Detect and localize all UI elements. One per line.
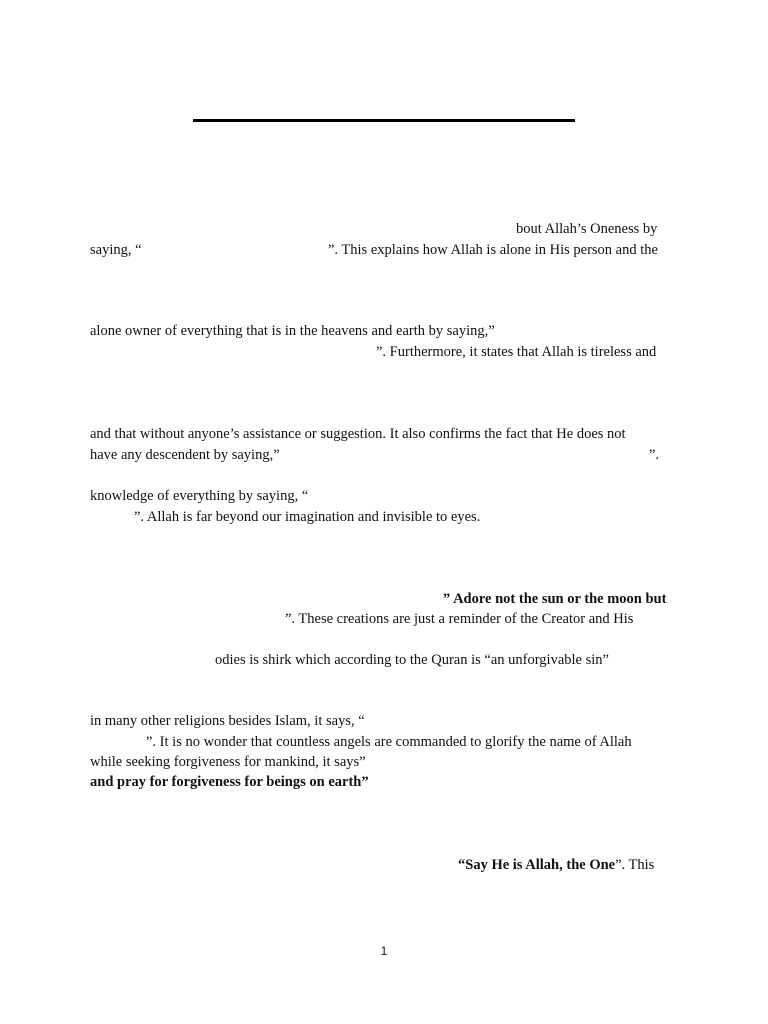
- text-line: ”. This explains how Allah is alone in His person and the: [328, 242, 658, 258]
- text-line: and that without anyone’s assistance or suggestion. It also confirms the fact that He does not: [90, 426, 626, 442]
- text-line: ”. Furthermore, it states that Allah is tireless and: [376, 344, 657, 360]
- text-line: knowledge of everything by saying, “: [90, 488, 309, 504]
- quote-line-bold: ” Adore not the sun or the moon but: [443, 591, 667, 607]
- text-line: ”. It is no wonder that countless angels are commanded to glorify the name of Allah: [146, 734, 632, 750]
- title-underline: [193, 119, 575, 122]
- text-line: in many other religions besides Islam, it says, “: [90, 713, 365, 729]
- text-line-mixed: [458, 856, 654, 874]
- quote-line-bold: and pray for forgiveness for beings on earth”: [90, 774, 369, 790]
- text-line: bout Allah’s Oneness by: [516, 221, 658, 237]
- text-line: while seeking forgiveness for mankind, it says”: [90, 754, 366, 770]
- text-line: ”. These creations are just a reminder of the Creator and His: [285, 611, 634, 627]
- text-line: odies is shirk which according to the Quran is “an unforgivable sin”: [215, 652, 609, 668]
- text-line: have any descendent by saying,”: [90, 447, 280, 463]
- text-line: ”.: [649, 447, 660, 463]
- text-line: alone owner of everything that is in the heavens and earth by saying,”: [90, 323, 495, 339]
- page-number: 1: [380, 944, 388, 958]
- text-line: saying, “: [90, 242, 142, 258]
- text-span: ”. This: [615, 857, 655, 873]
- text-line: ”. Allah is far beyond our imagination and invisible to eyes.: [134, 509, 481, 525]
- quote-bold-span: “Say He is Allah, the One: [458, 857, 616, 873]
